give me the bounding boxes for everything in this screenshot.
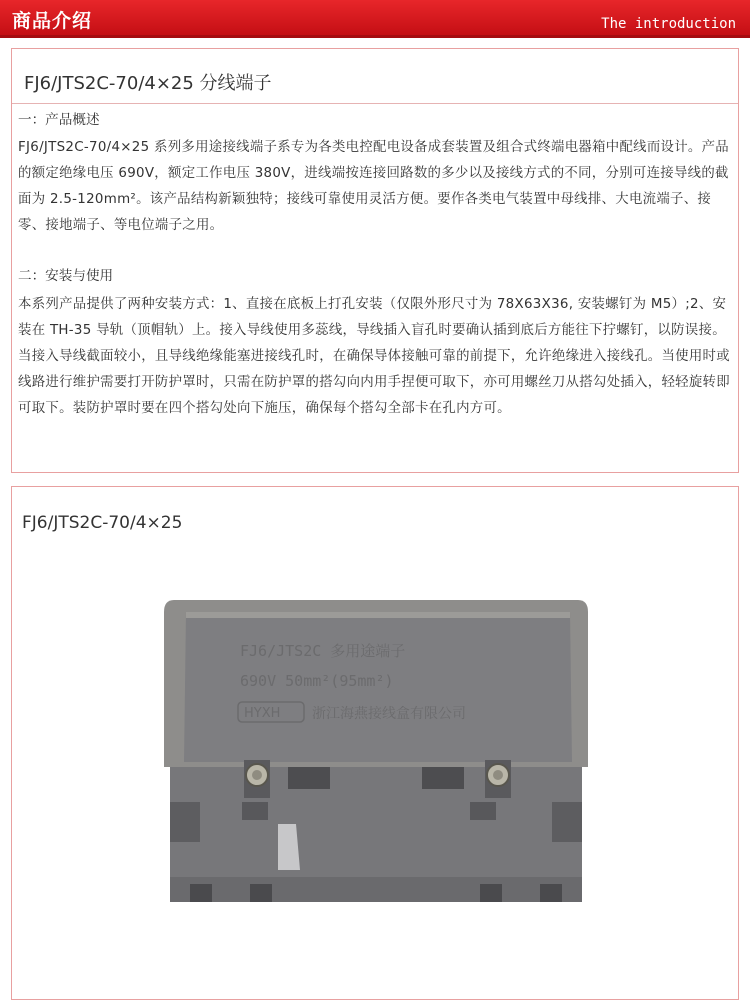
section-title: 商品介绍 bbox=[12, 10, 93, 32]
rail-foot-gap bbox=[480, 884, 502, 902]
rail-foot-gap bbox=[540, 884, 562, 902]
clip-slot bbox=[242, 802, 268, 820]
install-heading: 二：安装与使用 bbox=[18, 268, 114, 284]
cover-edge bbox=[186, 612, 570, 618]
rail-base bbox=[170, 877, 582, 902]
section-subtitle: The introduction bbox=[601, 16, 736, 32]
terminal-block-photo bbox=[160, 592, 592, 912]
side-notch bbox=[552, 802, 582, 842]
side-notch bbox=[170, 802, 200, 842]
clip-slot bbox=[470, 802, 496, 820]
intro-panel bbox=[11, 48, 739, 473]
photo-caption: FJ6/JTS2C-70/4×25 bbox=[22, 513, 183, 533]
screw-center bbox=[252, 770, 262, 780]
screw-center bbox=[493, 770, 503, 780]
wire-hole bbox=[288, 767, 330, 789]
wire-hole bbox=[422, 767, 464, 789]
photo-panel bbox=[11, 486, 739, 1000]
emboss-brand: HYXH bbox=[244, 706, 281, 721]
overview-heading: 一：产品概述 bbox=[18, 112, 100, 128]
emboss-line2: 690V 50mm²(95mm²) bbox=[240, 672, 394, 690]
header-bar bbox=[0, 0, 750, 38]
emboss-company: 浙江海燕接线盒有限公司 bbox=[312, 706, 466, 722]
overview-text: FJ6/JTS2C-70/4×25 系列多用途接线端子系专为各类电控配电设备成套装置及组合式终端电器箱中配线而设计。产品的额定绝缘电压 690V，额定工作电压 380V，进线端按连接回路数的多少以及接线方式的不同，分别可连接导线的截面为 2.5-120mm²。该产品结构新颖独特；接线可靠使用灵活方便。要作各类电气装置中母线排、大电流端子、接零、接地端子、等电位端子之用。 bbox=[18, 140, 730, 233]
rail-foot-gap bbox=[190, 884, 212, 902]
rail-foot-gap bbox=[250, 884, 272, 902]
install-text: 本系列产品提供了两种安装方式：1、直接在底板上打孔安装（仅限外形尺寸为 78X63X36, 安装螺钉为 M5）;2、安装在 TH-35 导轨（顶帽轨）上。接入导线使用多蕊线，导线插入盲孔时要确认插到底后方能往下拧螺钉，以防误接。当接入导线截面较小，且导线绝缘能塞进接线孔时，在确保导体接触可靠的前提下，允许绝缘进入接线孔。当使用时或线路进行维护需要打开防护罩时，只需在防护罩的搭勾向内用手捏便可取下，亦可用螺丝刀从搭勾处插入，轻轻旋转即可取下。装防护罩时要在四个搭勾处向下施压，确保每个搭勾全部卡在孔内方可。 bbox=[18, 297, 730, 416]
divider bbox=[12, 103, 738, 104]
emboss-line1: FJ6/JTS2C 多用途端子 bbox=[240, 642, 406, 660]
product-title: FJ6/JTS2C-70/4×25 分线端子 bbox=[24, 73, 272, 94]
